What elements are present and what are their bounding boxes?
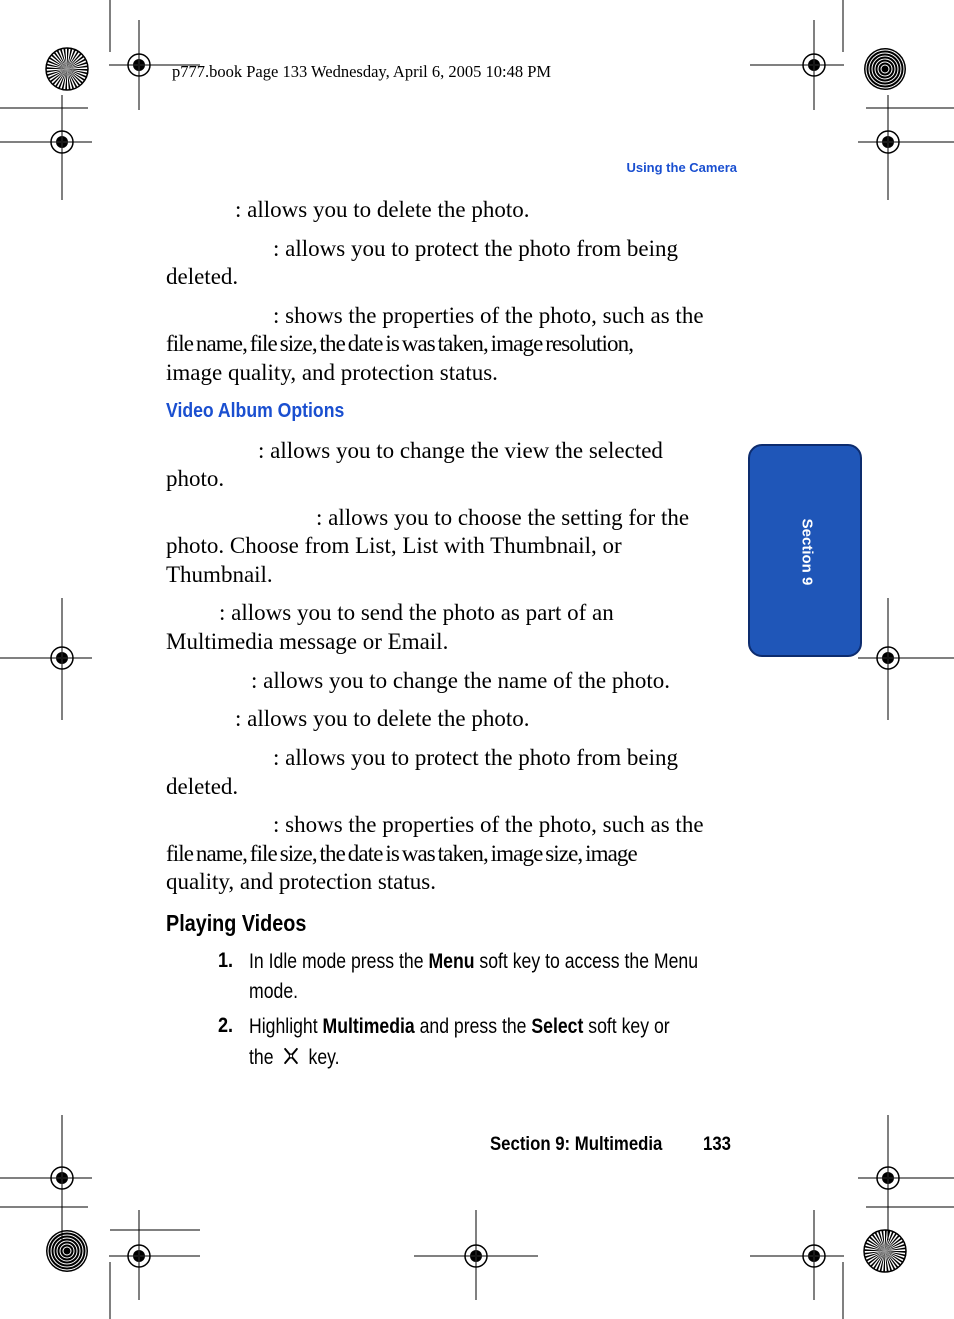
footer-section: Section 9: Multimedia [490,1133,663,1155]
option-protect-video-cont: deleted. [166,774,239,799]
option-setting-cont: photo. Choose from List, List with Thumbnail, or [166,533,622,558]
option-setting: : allows you to choose the setting for the [316,505,690,530]
option-protect-video: : allows you to protect the photo from being [273,745,678,770]
section-tab [748,444,862,657]
running-head: Using the Camera [626,160,737,175]
step-1-number: 1. [218,949,234,972]
registration-mark-icon [46,48,88,90]
video-album-heading: Video Album Options [166,399,345,422]
option-properties-cont2: image quality, and protection status. [166,360,498,385]
option-properties-cont: file name, file size, the date is was taken, image resolution, [166,331,634,356]
option-setting-cont2: Thumbnail. [166,562,273,587]
option-properties-video-cont: file name, file size, the date is was taken, image size, image [166,841,637,866]
step-1-line-2: mode. [249,980,299,1003]
navigation-key-icon [278,1045,303,1067]
step-2-text: Highlight [249,1015,323,1038]
step-2-multimedia: Multimedia [322,1015,415,1038]
option-properties: : shows the properties of the photo, such as the [273,303,704,328]
option-view: : allows you to change the view the selected [258,438,663,463]
step-2-line-2 [249,1043,340,1073]
option-protect: : allows you to protect the photo from being [273,236,678,261]
registration-mark-icon [864,48,906,90]
option-send-cont: Multimedia message or Email. [166,629,449,654]
registration-mark-icon [864,1230,906,1272]
option-send: : allows you to send the photo as part of an [219,600,614,625]
option-delete-video: : allows you to delete the photo. [235,706,530,731]
book-header: p777.book Page 133 Wednesday, April 6, 2005 10:48 PM [172,62,552,81]
step-2-line-1 [249,1012,670,1042]
option-protect-cont: deleted. [166,264,239,289]
option-rename: : allows you to change the name of the photo. [251,668,671,693]
section-tab-label: Section 9 [798,518,816,586]
step-1-text-end: soft key to access the Menu [474,950,699,973]
step-2-line2-post: key. [303,1046,340,1069]
step-1-menu-key: Menu [428,950,475,973]
option-delete: : allows you to delete the photo. [235,197,530,222]
step-2-text-mid: and press the [414,1015,532,1038]
step-1-text: In Idle mode press the [249,950,429,973]
step-2-number: 2. [218,1014,234,1037]
step-1-line-1 [249,947,698,977]
option-properties-video: : shows the properties of the photo, such as the [273,812,704,837]
playing-videos-heading: Playing Videos [166,910,307,936]
step-2-select-key: Select [531,1015,584,1038]
page-number: 133 [703,1133,731,1155]
step-2-text-end: soft key or [583,1015,670,1038]
option-view-cont: photo. [166,466,225,491]
registration-mark-icon [46,1230,88,1272]
option-properties-video-cont2: quality, and protection status. [166,869,436,894]
step-2-line2-pre: the [249,1046,279,1069]
